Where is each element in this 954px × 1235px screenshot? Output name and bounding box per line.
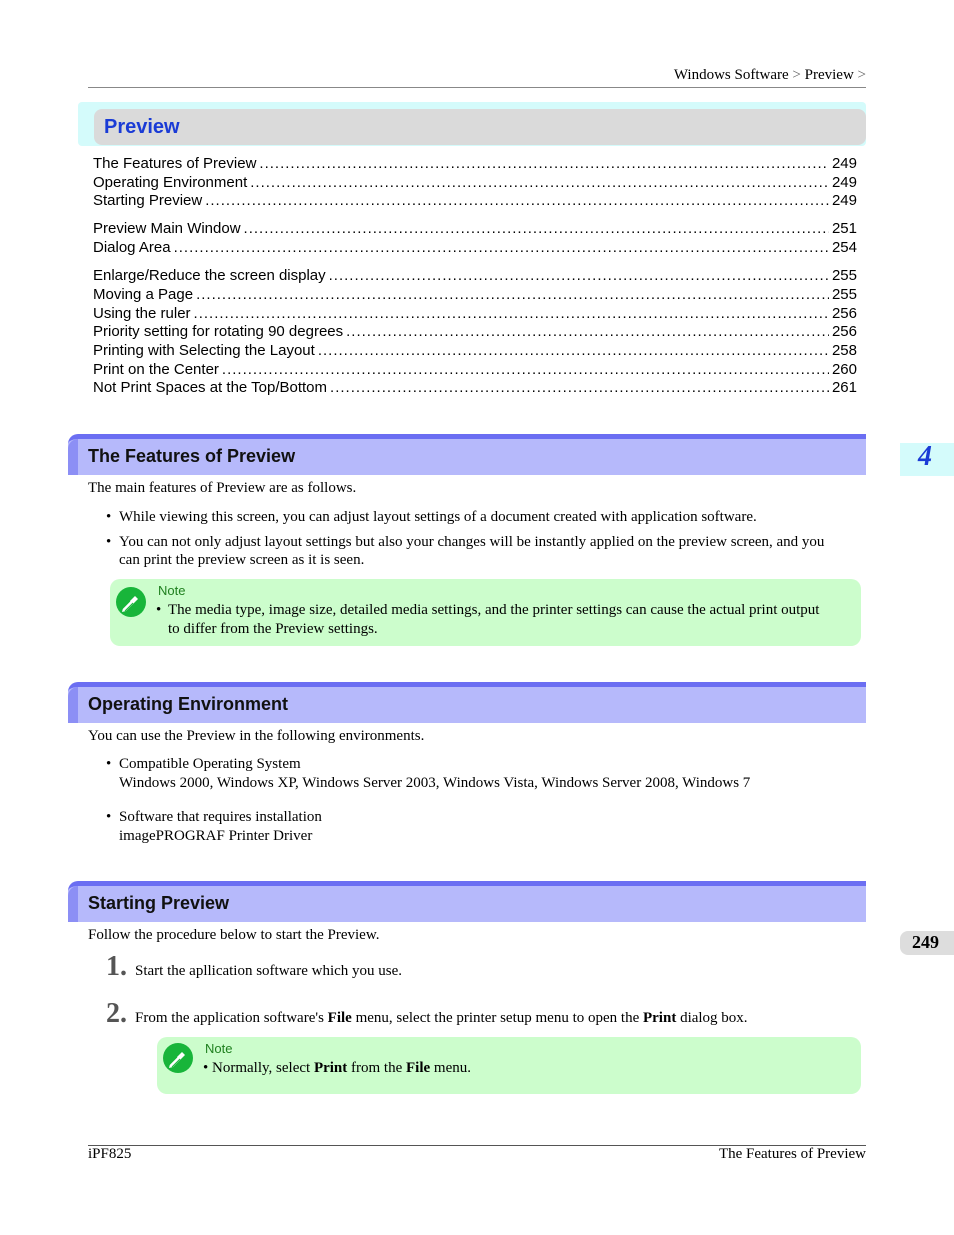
list-item: • You can not only adjust layout settings but also your changes will be instantly applied on the preview screen, and you can print the preview screen as it is seen. [106, 534, 825, 568]
note-label: Note [158, 583, 186, 598]
step-number: 2. [106, 998, 127, 1029]
note-box: Note • The media type, image size, detailed media settings, and the printer settings can cause the actual print output to differ from the Preview settings. [110, 579, 861, 646]
section-heading-accent [68, 687, 78, 723]
title-band-inner [94, 109, 866, 145]
page-title: Preview [104, 116, 180, 138]
section-intro: The main features of Preview are as follows. [88, 480, 357, 496]
section-intro: Follow the procedure below to start the Preview. [88, 927, 380, 943]
toc-entry[interactable]: Dialog Area ..... 254 [93, 239, 857, 256]
bullet-dot: • [203, 1060, 209, 1076]
section-title: The Features of Preview [88, 446, 296, 466]
toc-entry[interactable]: Printing with Selecting the Layout ..... 258 [93, 342, 857, 359]
breadcrumb-item[interactable]: Windows Software [673, 67, 789, 83]
note-label: Note [205, 1041, 233, 1056]
section-heading-starting [68, 881, 866, 922]
section-heading-accent [68, 886, 78, 922]
toc-entry[interactable]: Priority setting for rotating 90 degrees ..... 256 [93, 323, 857, 340]
step-number: 1. [106, 951, 127, 982]
step-text: Start the apllication software which you use. [135, 963, 403, 979]
section-heading-accent [68, 439, 78, 475]
bullet-dot: • [106, 509, 112, 525]
toc-entry[interactable]: Operating Environment ..... 249 [93, 174, 857, 191]
toc-entry[interactable]: Print on the Center ..... 260 [93, 361, 857, 378]
section-title: Starting Preview [88, 893, 230, 913]
section-heading-features [68, 434, 866, 475]
section-intro: You can use the Preview in the following environments. [88, 728, 425, 744]
note-box [157, 1037, 861, 1094]
note-pencil-icon [116, 587, 146, 617]
step-text: From the application software's File menu, select the printer setup menu to open the Print dialog box. [135, 1010, 748, 1026]
breadcrumb-separator: > [792, 67, 801, 83]
page-number: 249 [912, 932, 939, 952]
section-heading-environment [68, 682, 866, 723]
toc-entry[interactable]: The Features of Preview ..... 249 [93, 155, 857, 172]
list-item: • Software that requires installation imagePROGRAF Printer Driver [106, 809, 322, 844]
footer-model: iPF825 [88, 1146, 132, 1162]
toc-entry[interactable]: Not Print Spaces at the Top/Bottom ..... 261 [93, 379, 857, 396]
toc-entry[interactable]: Moving a Page ..... 255 [93, 286, 857, 303]
note-text: • Normally, select Print from the File menu. [203, 1060, 471, 1076]
section-title: Operating Environment [88, 694, 289, 714]
toc-entry[interactable]: Using the ruler ..... 256 [93, 305, 857, 322]
toc-entry[interactable]: Preview Main Window ..... 251 [93, 220, 857, 237]
list-item: • Compatible Operating System Windows 2000, Windows XP, Windows Server 2003, Windows Vista, Windows Server 2008, Windows 7 [106, 756, 751, 791]
note-pencil-icon [163, 1043, 193, 1073]
footer-section-name: The Features of Preview [718, 1146, 866, 1162]
breadcrumb [674, 67, 866, 84]
bullet-dot: • [106, 756, 112, 772]
breadcrumb-item[interactable]: Preview [804, 67, 854, 83]
toc-entry[interactable]: Starting Preview ..... 249 [93, 192, 857, 209]
bullet-dot: • [156, 602, 162, 618]
header-divider [88, 87, 866, 88]
bullet-dot: • [106, 809, 112, 825]
bullet-dot: • [106, 534, 112, 550]
toc-entry[interactable]: Enlarge/Reduce the screen display ..... 255 [93, 267, 857, 284]
breadcrumb-separator: > [857, 67, 866, 83]
chapter-number: 4 [918, 441, 932, 472]
